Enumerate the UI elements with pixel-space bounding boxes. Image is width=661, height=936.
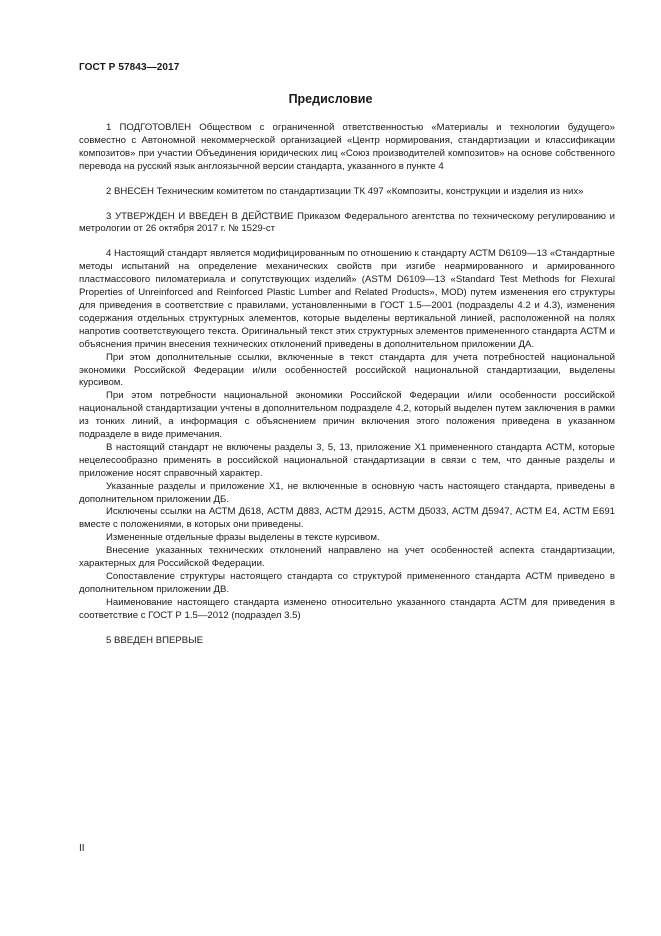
paragraph-excluded-refs: Исключены ссылки на АСТМ Д618, АСТМ Д883, АСТМ Д2915, АСТМ Д5033, АСТМ Д5947, АСТМ Е4, АСТМ Е691 вместе с положениями, в которых они приведены. bbox=[79, 506, 615, 531]
page-number: II bbox=[79, 843, 85, 854]
paragraph-technical-deviations: Внесение указанных технических отклонений направлено на учет особенностей аспекта стандартизации, характерных для Российской Федерации. bbox=[79, 545, 615, 570]
paragraph-item-1: 1 ПОДГОТОВЛЕН Обществом с ограниченной ответственностью «Материалы и технологии будущего» совместно с Автономной некоммерческой организацией «Центр нормирования, стандартизации и классификации композитов» при участии Объединения юридических лиц «Союз производителей композитов» на основе собственного перевода на русский язык англоязычной версии стандарта, указанного в пункте 4 bbox=[79, 122, 615, 172]
document-body bbox=[79, 122, 615, 648]
document-header: ГОСТ Р 57843—2017 bbox=[79, 62, 180, 73]
paragraph-excluded-sections: В настоящий стандарт не включены разделы 3, 5, 13, приложение X1 примененного стандарта АСТМ, которые нецелесообразно применять в российской национальной стандартизации в связи с тем, что данные разделы и приложение носят справочный характер. bbox=[79, 441, 615, 479]
paragraph-appendix-db: Указанные разделы и приложение X1, не включенные в основную часть настоящего стандарта, приведены в дополнительном приложении ДБ. bbox=[79, 480, 615, 505]
paragraph-national-needs: При этом потребности национальной экономики Российской Федерации и/или особенности российской национальной стандартизации учтены в дополнительном подразделе 4.2, который выделен путем заключения в рамки из тонких линий, а информация с объяснением причин включения этого положения приведена в указанном подразделе в виде примечания. bbox=[79, 390, 615, 441]
paragraph-item-5: 5 ВВЕДЕН ВПЕРВЫЕ bbox=[106, 634, 204, 646]
paragraph-structure-comparison: Сопоставление структуры настоящего стандарта со структурой примененного стандарта АСТМ приведено в дополнительном приложении ДВ. bbox=[79, 571, 615, 595]
paragraph-item-2: 2 ВНЕСЕН Техническим комитетом по стандартизации ТК 497 «Композиты, конструкции и изделия из них» bbox=[106, 185, 584, 197]
page-title: Предисловие bbox=[288, 92, 373, 106]
paragraph-item-3: 3 УТВЕРЖДЕН И ВВЕДЕН В ДЕЙСТВИЕ Приказом Федерального агентства по техническому регулированию и метрологии от 26 октября 2017 г. № 1529-ст bbox=[79, 210, 615, 235]
paragraph-item-4: 4 Настоящий стандарт является модифицированным по отношению к стандарту АСТМ D6109—13 «Стандартные методы испытаний на определение механических свойств при изгибе неармированного и армированного пластмассового пиломатериала и сопутствующих изделий» (ASTM D6109—13 «Standard Test Methods for Flexural Properties of Unreinforced and Reinforced Plastic Lumber and Related Products», MOD) путем изменения его структуры для приведения в соответствие с правилами, установленными в ГОСТ 1.5—2001 (подразделы 4.2 и 4.3), изменения содержания отдельных структурных элементов, которые выделены вертикальной линией, расположенной на полях напротив соответствующего текста. Оригинальный текст этих структурных элементов примененного стандарта АСТМ и объяснения причин внесения технических отклонений приведены в дополнительном приложении ДА. bbox=[79, 248, 615, 350]
paragraph-name-change: Наименование настоящего стандарта изменено относительно указанного стандарта АСТМ для приведения в соответствие с ГОСТ Р 1.5—2012 (подраздел 3.5) bbox=[79, 596, 615, 621]
paragraph-additional-refs: При этом дополнительные ссылки, включенные в текст стандарта для учета потребностей национальной экономики Российской Федерации и/или особенностей российской национальной стандартизации, выделены курсивом. bbox=[79, 351, 615, 389]
paragraph-italic-phrases: Измененные отдельные фразы выделены в тексте курсивом. bbox=[106, 532, 380, 544]
